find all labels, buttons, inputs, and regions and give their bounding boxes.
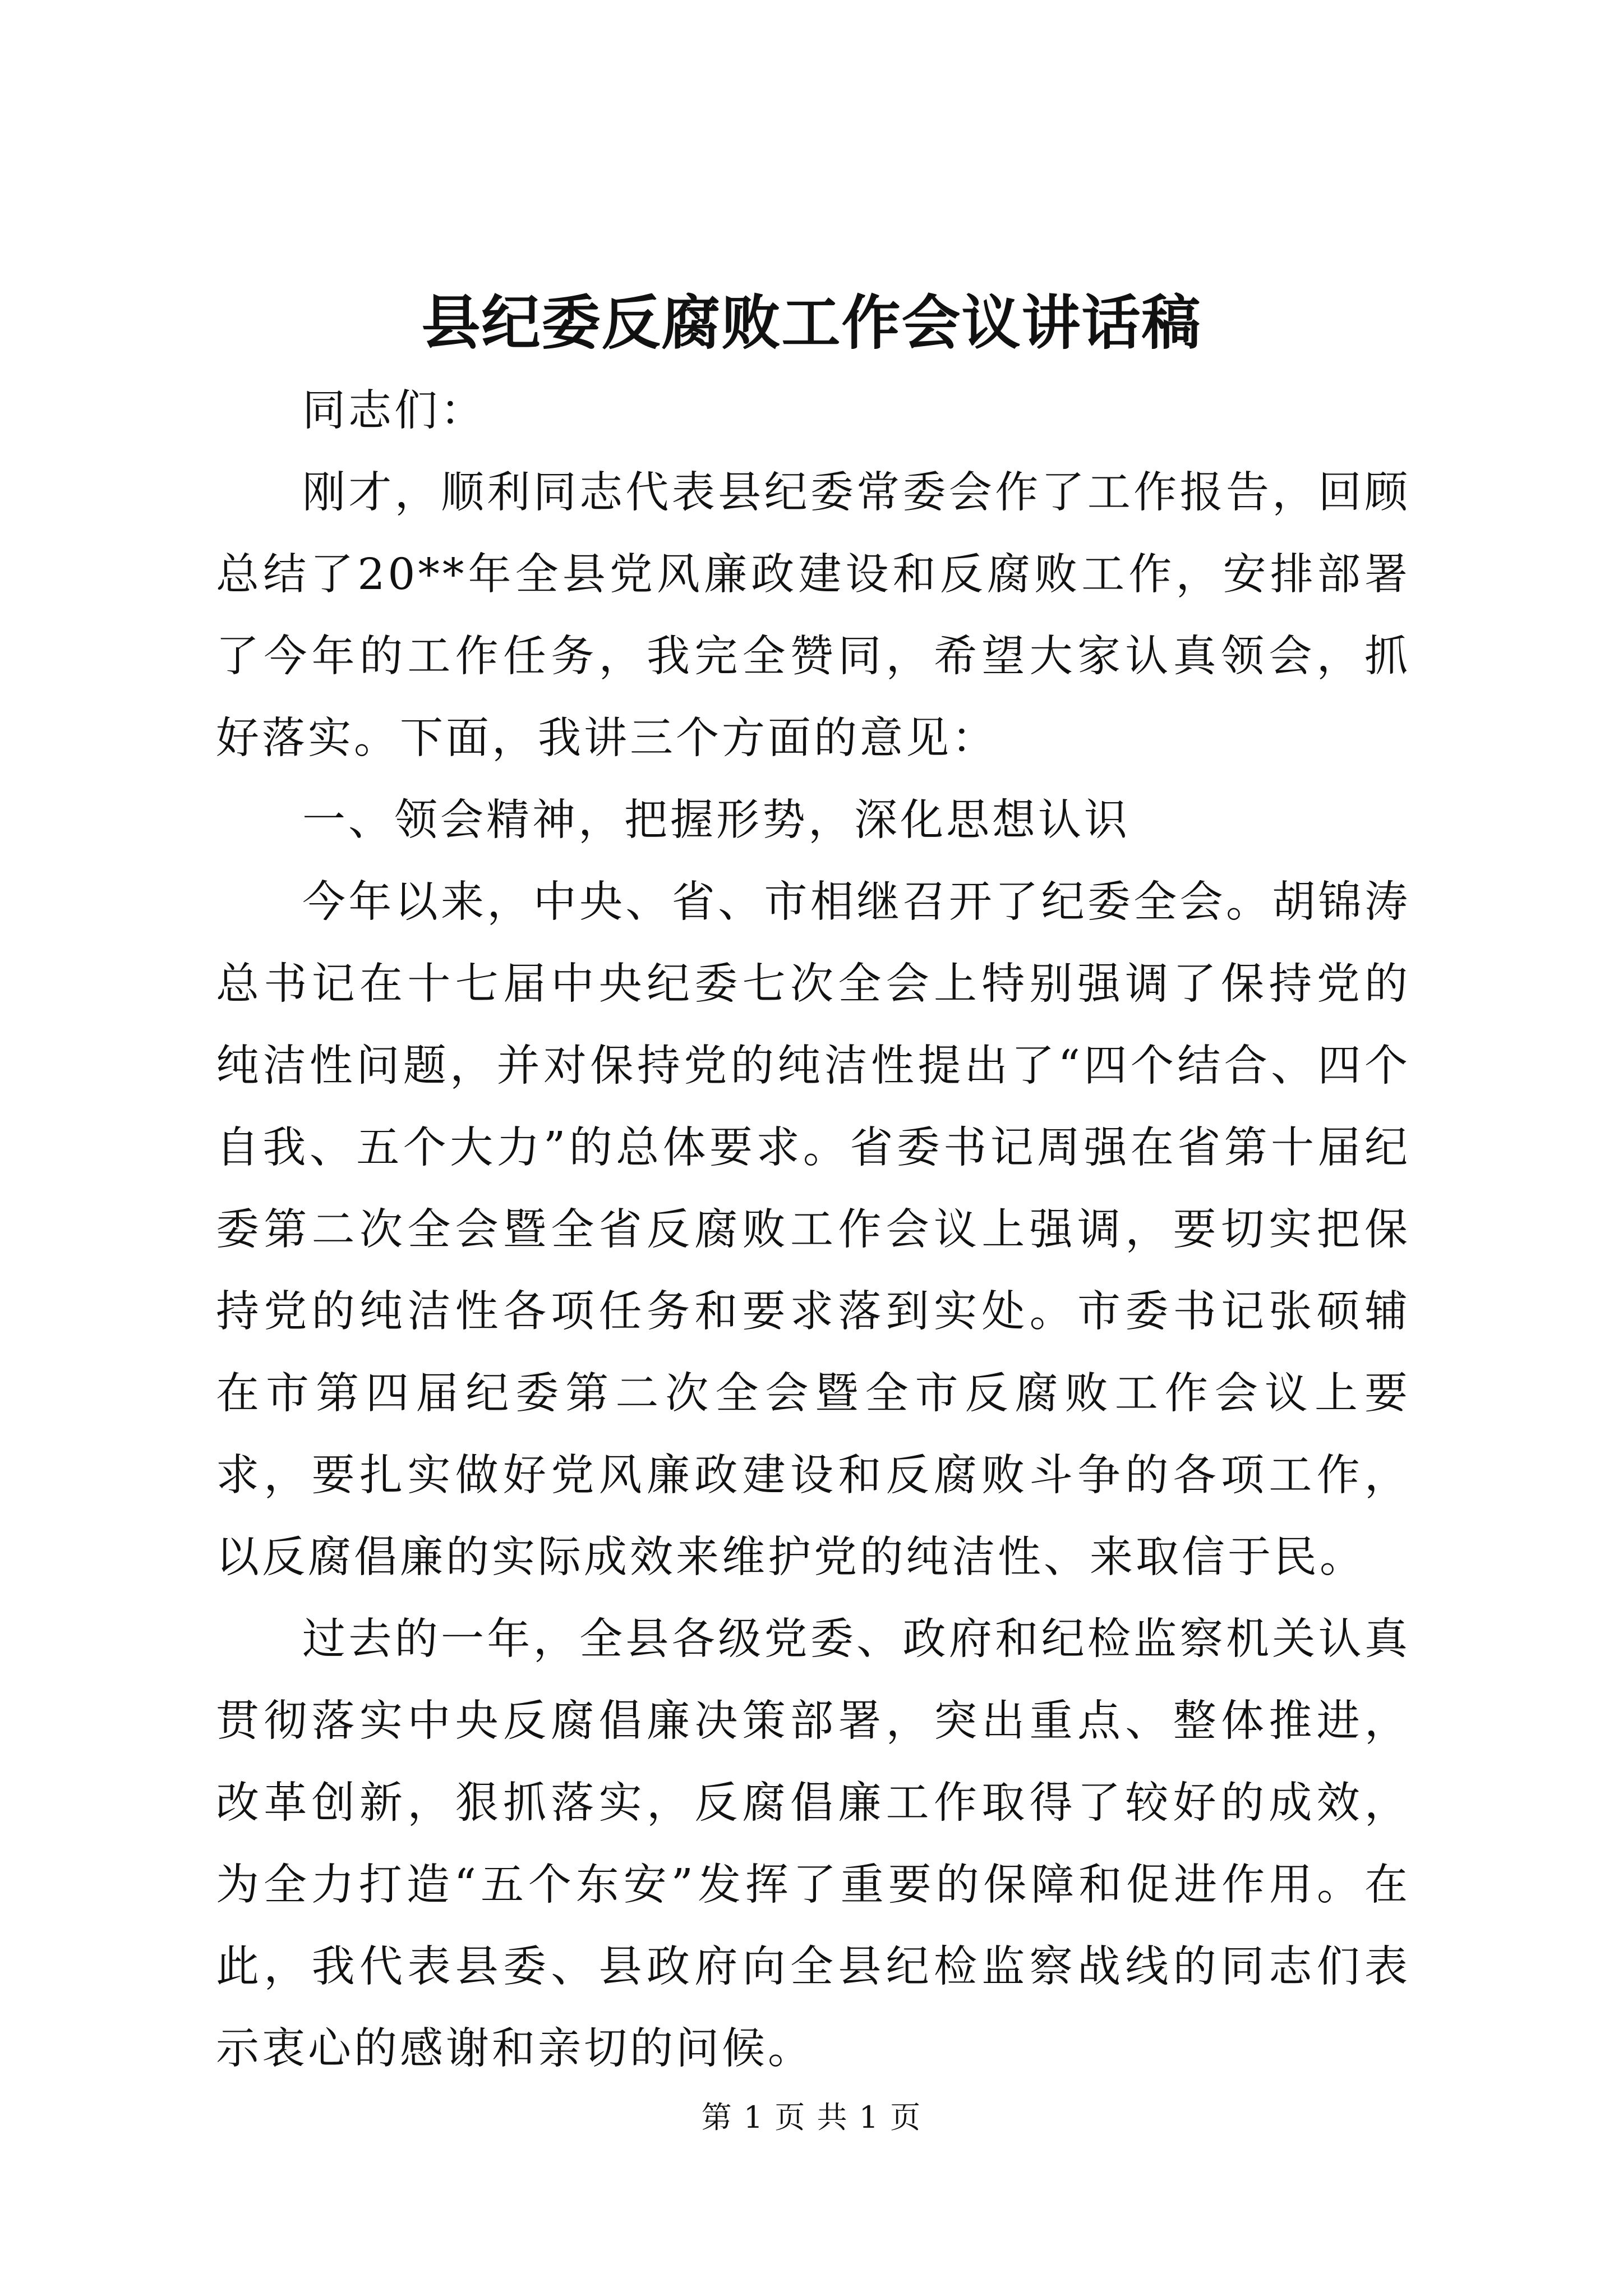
paragraph-body-1: 今年以来，中央、省、市相继召开了纪委全会。胡锦涛总书记在十七届中央纪委七次全会上特别强调了保持党的纯洁性问题，并对保持党的纯洁性提出了“四个结合、四个自我、五个大力”的总体要求。省委书记周强在省第十届纪委第二次全会暨全省反腐败工作会议上强调，要切实把保持党的纯洁性各项任务和要求落到实处。市委书记张硕辅在市第四届纪委第二次全会暨全市反腐败工作会议上要求，要扎实做好党风廉政建设和反腐败斗争的各项工作，以反腐倡廉的实际成效来维护党的纯洁性、来取信于民。: [216, 877, 1410, 1582]
page-footer: 第 1 页 共 1 页: [701, 2100, 922, 2135]
section-heading-1: 一、领会精神，把握形势，深化思想认识: [302, 795, 1130, 845]
paragraph-body-2: 过去的一年，全县各级党委、政府和纪检监察机关认真贯彻落实中央反腐倡廉决策部署，突出重点、整体推进，改革创新，狠抓落实，反腐倡廉工作取得了较好的成效，为全力打造“五个东安”发挥了重要的保障和促进作用。在此，我代表县委、县政府向全县纪检监察战线的同志们表示衷心的感谢和亲切的问候。: [216, 1614, 1410, 2074]
paragraph-salutation: 同志们：: [302, 386, 486, 436]
document-body: [216, 370, 1410, 2090]
document-title: 县纪委反腐败工作会议讲话稿: [421, 288, 1202, 357]
paragraph-intro: 刚才，顺利同志代表县纪委常委会作了工作报告，回顾总结了20**年全县党风廉政建设和反腐败工作，安排部署了今年的工作任务，我完全赞同，希望大家认真领会，抓好落实。下面，我讲三个方面的意见：: [216, 468, 1410, 763]
